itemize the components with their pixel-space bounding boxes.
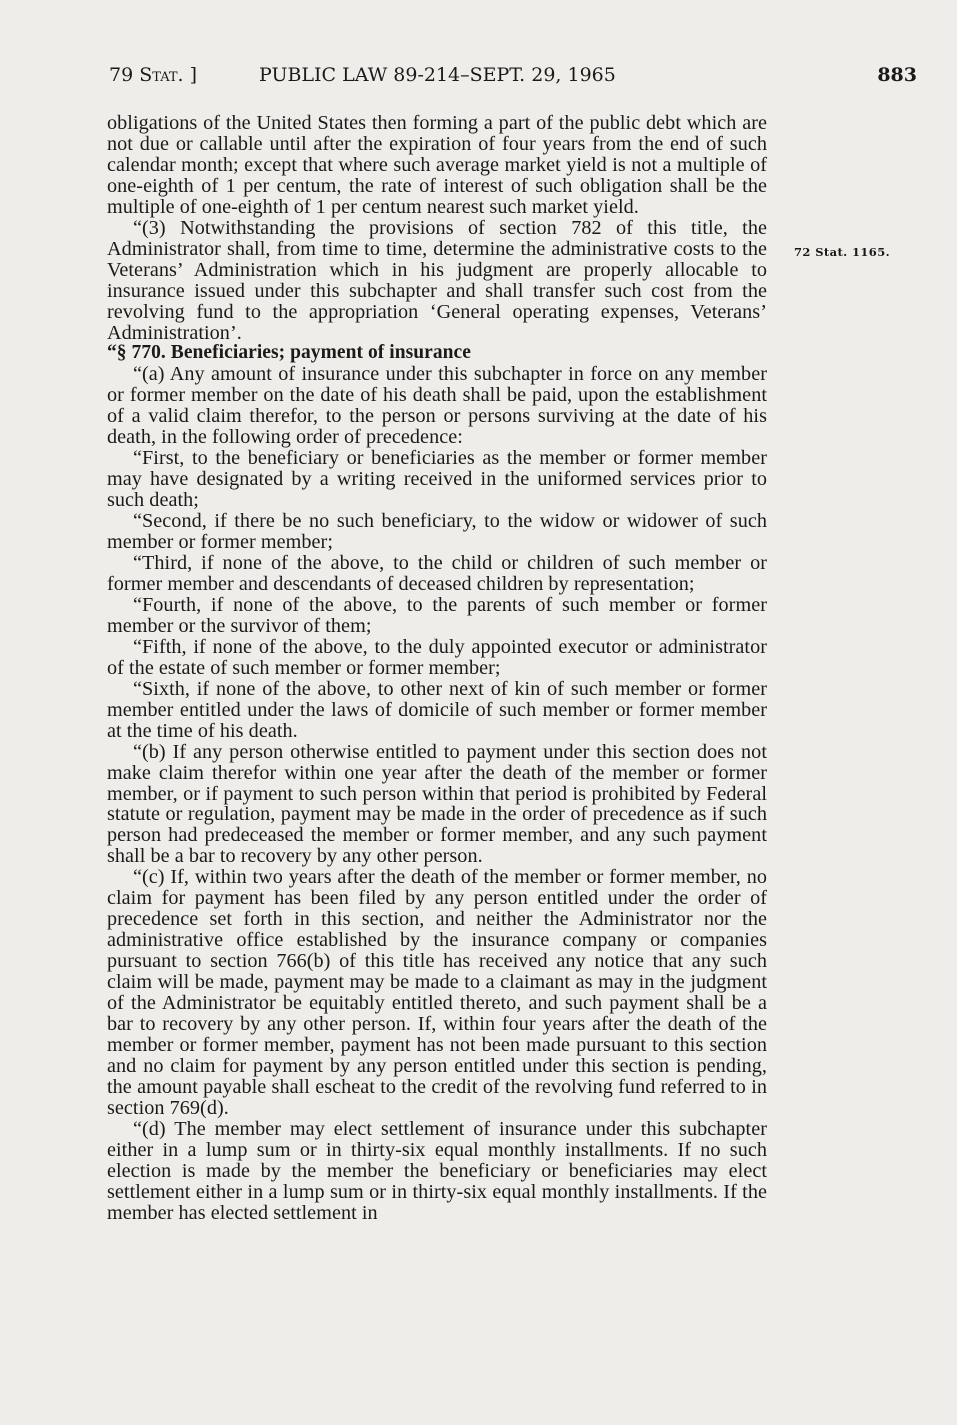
running-title: PUBLIC LAW 89-214–SEPT. 29, 1965 [259,64,616,86]
statute-volume: 79 Stat. ] [109,64,198,86]
paragraph-second: “Second, if there be no such beneficiary, to the widow or widower of such member or former member; [107,510,767,554]
paragraph-sixth: “Sixth, if none of the above, to other next of kin of such member or former member entitled under the laws of domicile of such member or former member at the time of his death. [107,677,767,742]
page-number: 883 [877,64,917,86]
paragraph-fifth: “Fifth, if none of the above, to the duly appointed executor or administrator of the estate of such member or former member; [107,635,767,679]
page-header [109,64,917,90]
margin-citation: 72 Stat. 1165. [794,245,891,259]
paragraph-fourth: “Fourth, if none of the above, to the parents of such member or former member or the survivor of them; [107,593,767,637]
paragraph-third: “Third, if none of the above, to the child or children of such member or former member and descendants of deceased children by representation; [107,552,767,595]
paragraph-first: “First, to the beneficiary or beneficiaries as the member or former member may have designated by a writing received in the uniformed services prior to such death; [107,447,767,512]
section-heading: “§ 770. Beneficiaries; payment of insurance [107,342,471,364]
paragraph-subsection-c: “(c) If, within two years after the death of the member or former member, no claim for payment has been filed by any person entitled under the order of precedence set forth in this section, and neither the Administrator nor the administrative office established by the insurance company or companies pursuant to section 766(b) of this title has received any notice that any such claim will be made, payment may be made to a claimant as may in the judgment of the Administrator be equitably entitled thereto, and such payment shall be a bar to recovery by any other person. If, within four years after the death of the member or former member, payment has not been made pursuant to this section and no claim for payment by any person entitled under this section is pending, the amount payable shall escheat to the credit of the revolving fund referred to in section 769(d). [107,866,767,1119]
paragraph-subsection-b: “(b) If any person otherwise entitled to payment under this section does not make claim therefor within one year after the death of the member or former member, or if payment to such person within that period is prohibited by Federal statute or regulation, payment may be made in the order of precedence as if such person had predeceased the member or former member, and any such payment shall be a bar to recovery by any other person. [107,740,767,868]
paragraph-subsection-a: “(a) Any amount of insurance under this subchapter in force on any member or former member on the date of his death shall be paid, upon the establishment of a valid claim therefor, to the person or persons surviving at the date of his death, in the following order of precedence: [107,363,767,449]
body-text [107,113,767,1224]
paragraph-subsection-d: “(d) The member may elect settlement of insurance under this subchapter either in a lump sum or in thirty-six equal monthly installments. If no such election is made by the member the beneficiary or beneficiaries may elect settlement either in a lump sum or in thirty-six equal monthly installments. If the member has elected settlement in [107,1117,767,1224]
paragraph-continuation: obligations of the United States then forming a part of the public debt which are not due or callable until after the expiration of four years from the end of such calendar month; except that where such average market yield is not a multiple of one-eighth of 1 per centum, the rate of interest of such obligation shall be the multiple of one-eighth of 1 per centum nearest such market yield. [107,112,767,218]
paragraph-subsection-3: “(3) Notwithstanding the provisions of section 782 of this title, the Administrator shall, from time to time, determine the administrative costs to the Veterans’ Administration which in his judgment are properly allocable to insurance issued under this subchapter and shall transfer such cost from the revolving fund to the appropriation ‘General operating expenses, Veterans’ Administration’. [107,216,767,344]
